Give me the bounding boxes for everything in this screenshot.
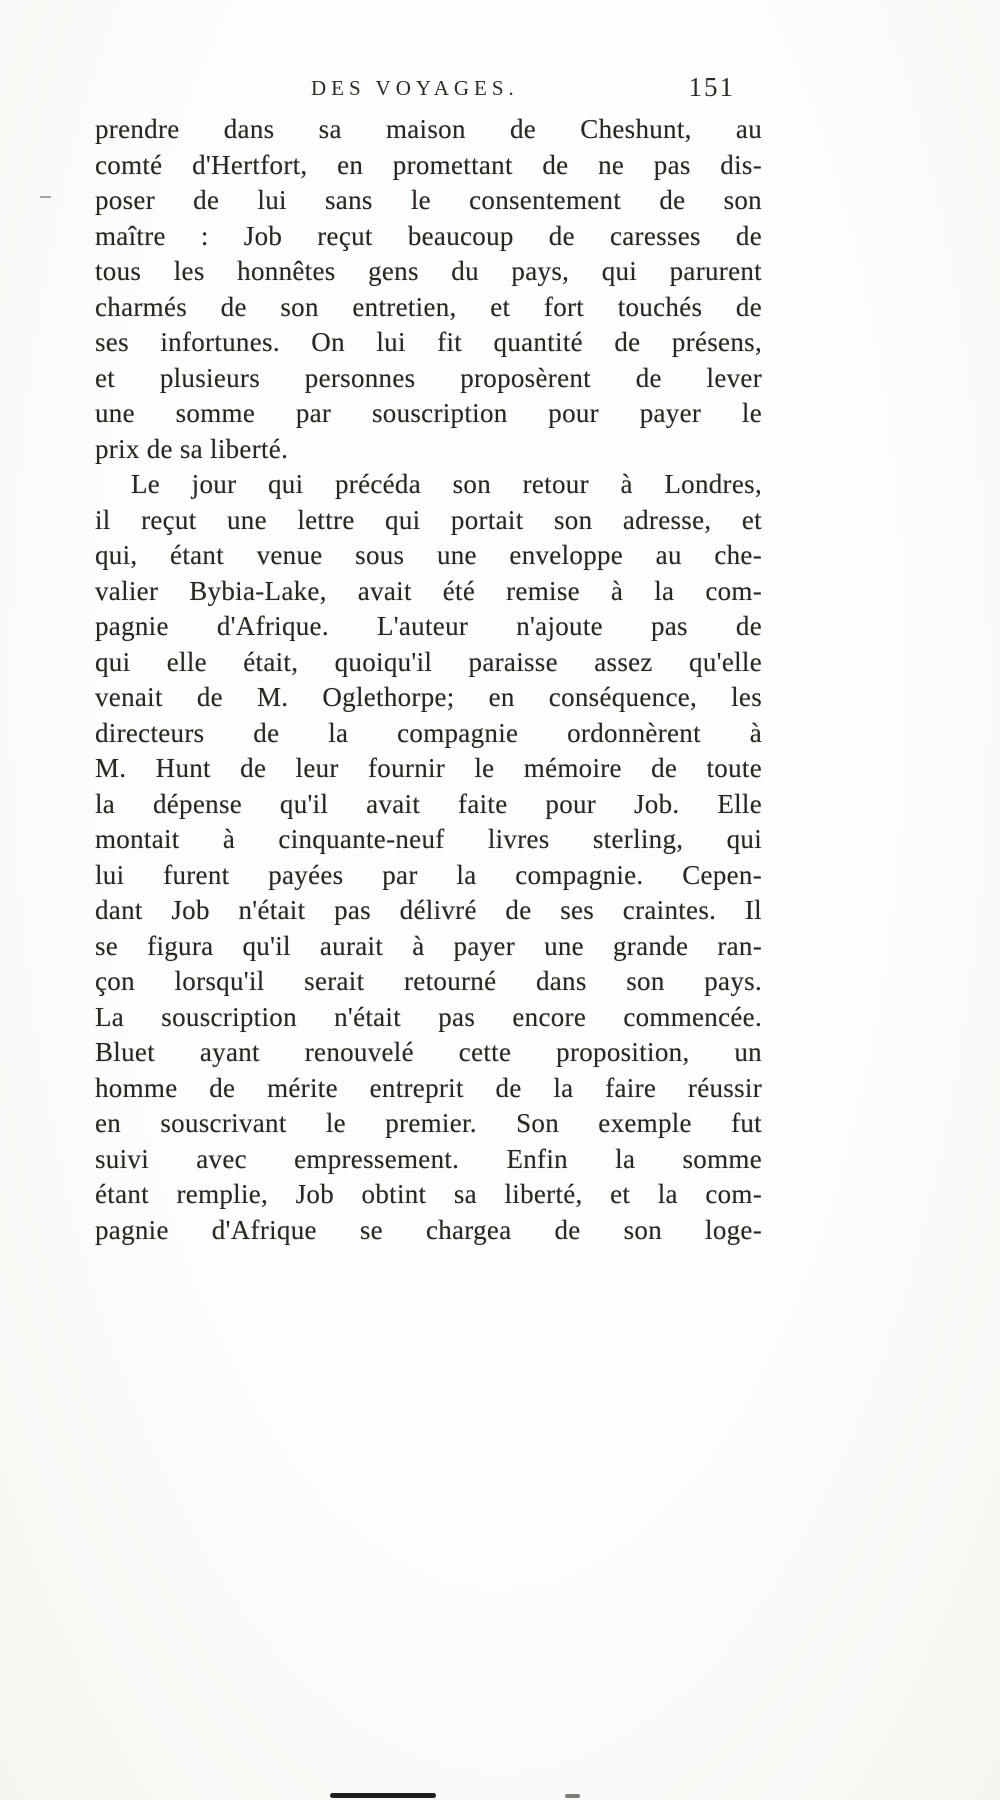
- text-line: venait de M. Oglethorpe; en conséquence, les: [95, 682, 762, 712]
- text-line: charmés de son entretien, et fort touchés de: [95, 291, 762, 322]
- text-line: comté d'Hertfort, en promettant de ne pas dis-: [95, 149, 762, 180]
- text-line: suivi avec empressement. Enfin la somme: [95, 1143, 762, 1174]
- text-line: qui elle était, quoiqu'il paraisse assez qu'elle: [95, 646, 762, 677]
- scan-artifact: [565, 1794, 580, 1798]
- text-line: une somme par souscription pour payer le: [95, 398, 762, 428]
- text-line: tous les honnêtes gens du pays, qui parurent: [95, 256, 762, 286]
- text-line: montait à cinquante-neuf livres sterling, qui: [95, 824, 762, 854]
- text-block: [95, 112, 762, 1248]
- text-line: directeurs de la compagnie ordonnèrent à: [95, 717, 762, 748]
- text-line: en souscrivant le premier. Son exemple fut: [95, 1108, 762, 1138]
- text-line: La souscription n'était pas encore commencée.: [95, 1001, 762, 1032]
- text-line: M. Hunt de leur fournir le mémoire de toute: [95, 753, 762, 783]
- page-header: [95, 72, 762, 108]
- page-number: 151: [688, 72, 735, 102]
- text-line: ses infortunes. On lui fit quantité de présens,: [95, 327, 762, 357]
- text-line: étant remplie, Job obtint sa liberté, et la com-: [95, 1179, 762, 1209]
- scan-artifact: [330, 1793, 436, 1798]
- text-line: et plusieurs personnes proposèrent de lever: [95, 362, 762, 393]
- text-line: pagnie d'Afrique. L'auteur n'ajoute pas de: [95, 611, 762, 641]
- paragraph: [95, 467, 762, 1248]
- paragraph: [95, 112, 762, 467]
- scan-artifact: [40, 196, 51, 198]
- text-line: prendre dans sa maison de Cheshunt, au: [95, 114, 762, 144]
- text-line: Le jour qui précéda son retour à Londres,: [131, 469, 762, 499]
- text-line: çon lorsqu'il serait retourné dans son pays.: [95, 966, 762, 996]
- text-line: se figura qu'il aurait à payer une grande ran-: [95, 930, 762, 961]
- text-line: la dépense qu'il avait faite pour Job. Elle: [95, 788, 762, 819]
- text-line: prix de sa liberté.: [95, 433, 289, 464]
- text-line: il reçut une lettre qui portait son adresse, et: [95, 504, 762, 535]
- text-line: Bluet ayant renouvelé cette proposition, un: [95, 1037, 762, 1067]
- text-line: qui, étant venue sous une enveloppe au che-: [95, 540, 762, 570]
- text-line: dant Job n'était pas délivré de ses craintes. Il: [95, 895, 762, 925]
- text-line: maître : Job reçut beaucoup de caresses de: [95, 220, 762, 251]
- text-line: lui furent payées par la compagnie. Cepen-: [95, 859, 762, 890]
- text-line: poser de lui sans le consentement de son: [95, 185, 762, 215]
- text-line: pagnie d'Afrique se chargea de son loge-: [95, 1214, 762, 1245]
- text-line: homme de mérite entreprit de la faire réussir: [95, 1072, 762, 1103]
- running-title: DES VOYAGES.: [311, 76, 519, 100]
- text-line: valier Bybia-Lake, avait été remise à la com-: [95, 575, 762, 606]
